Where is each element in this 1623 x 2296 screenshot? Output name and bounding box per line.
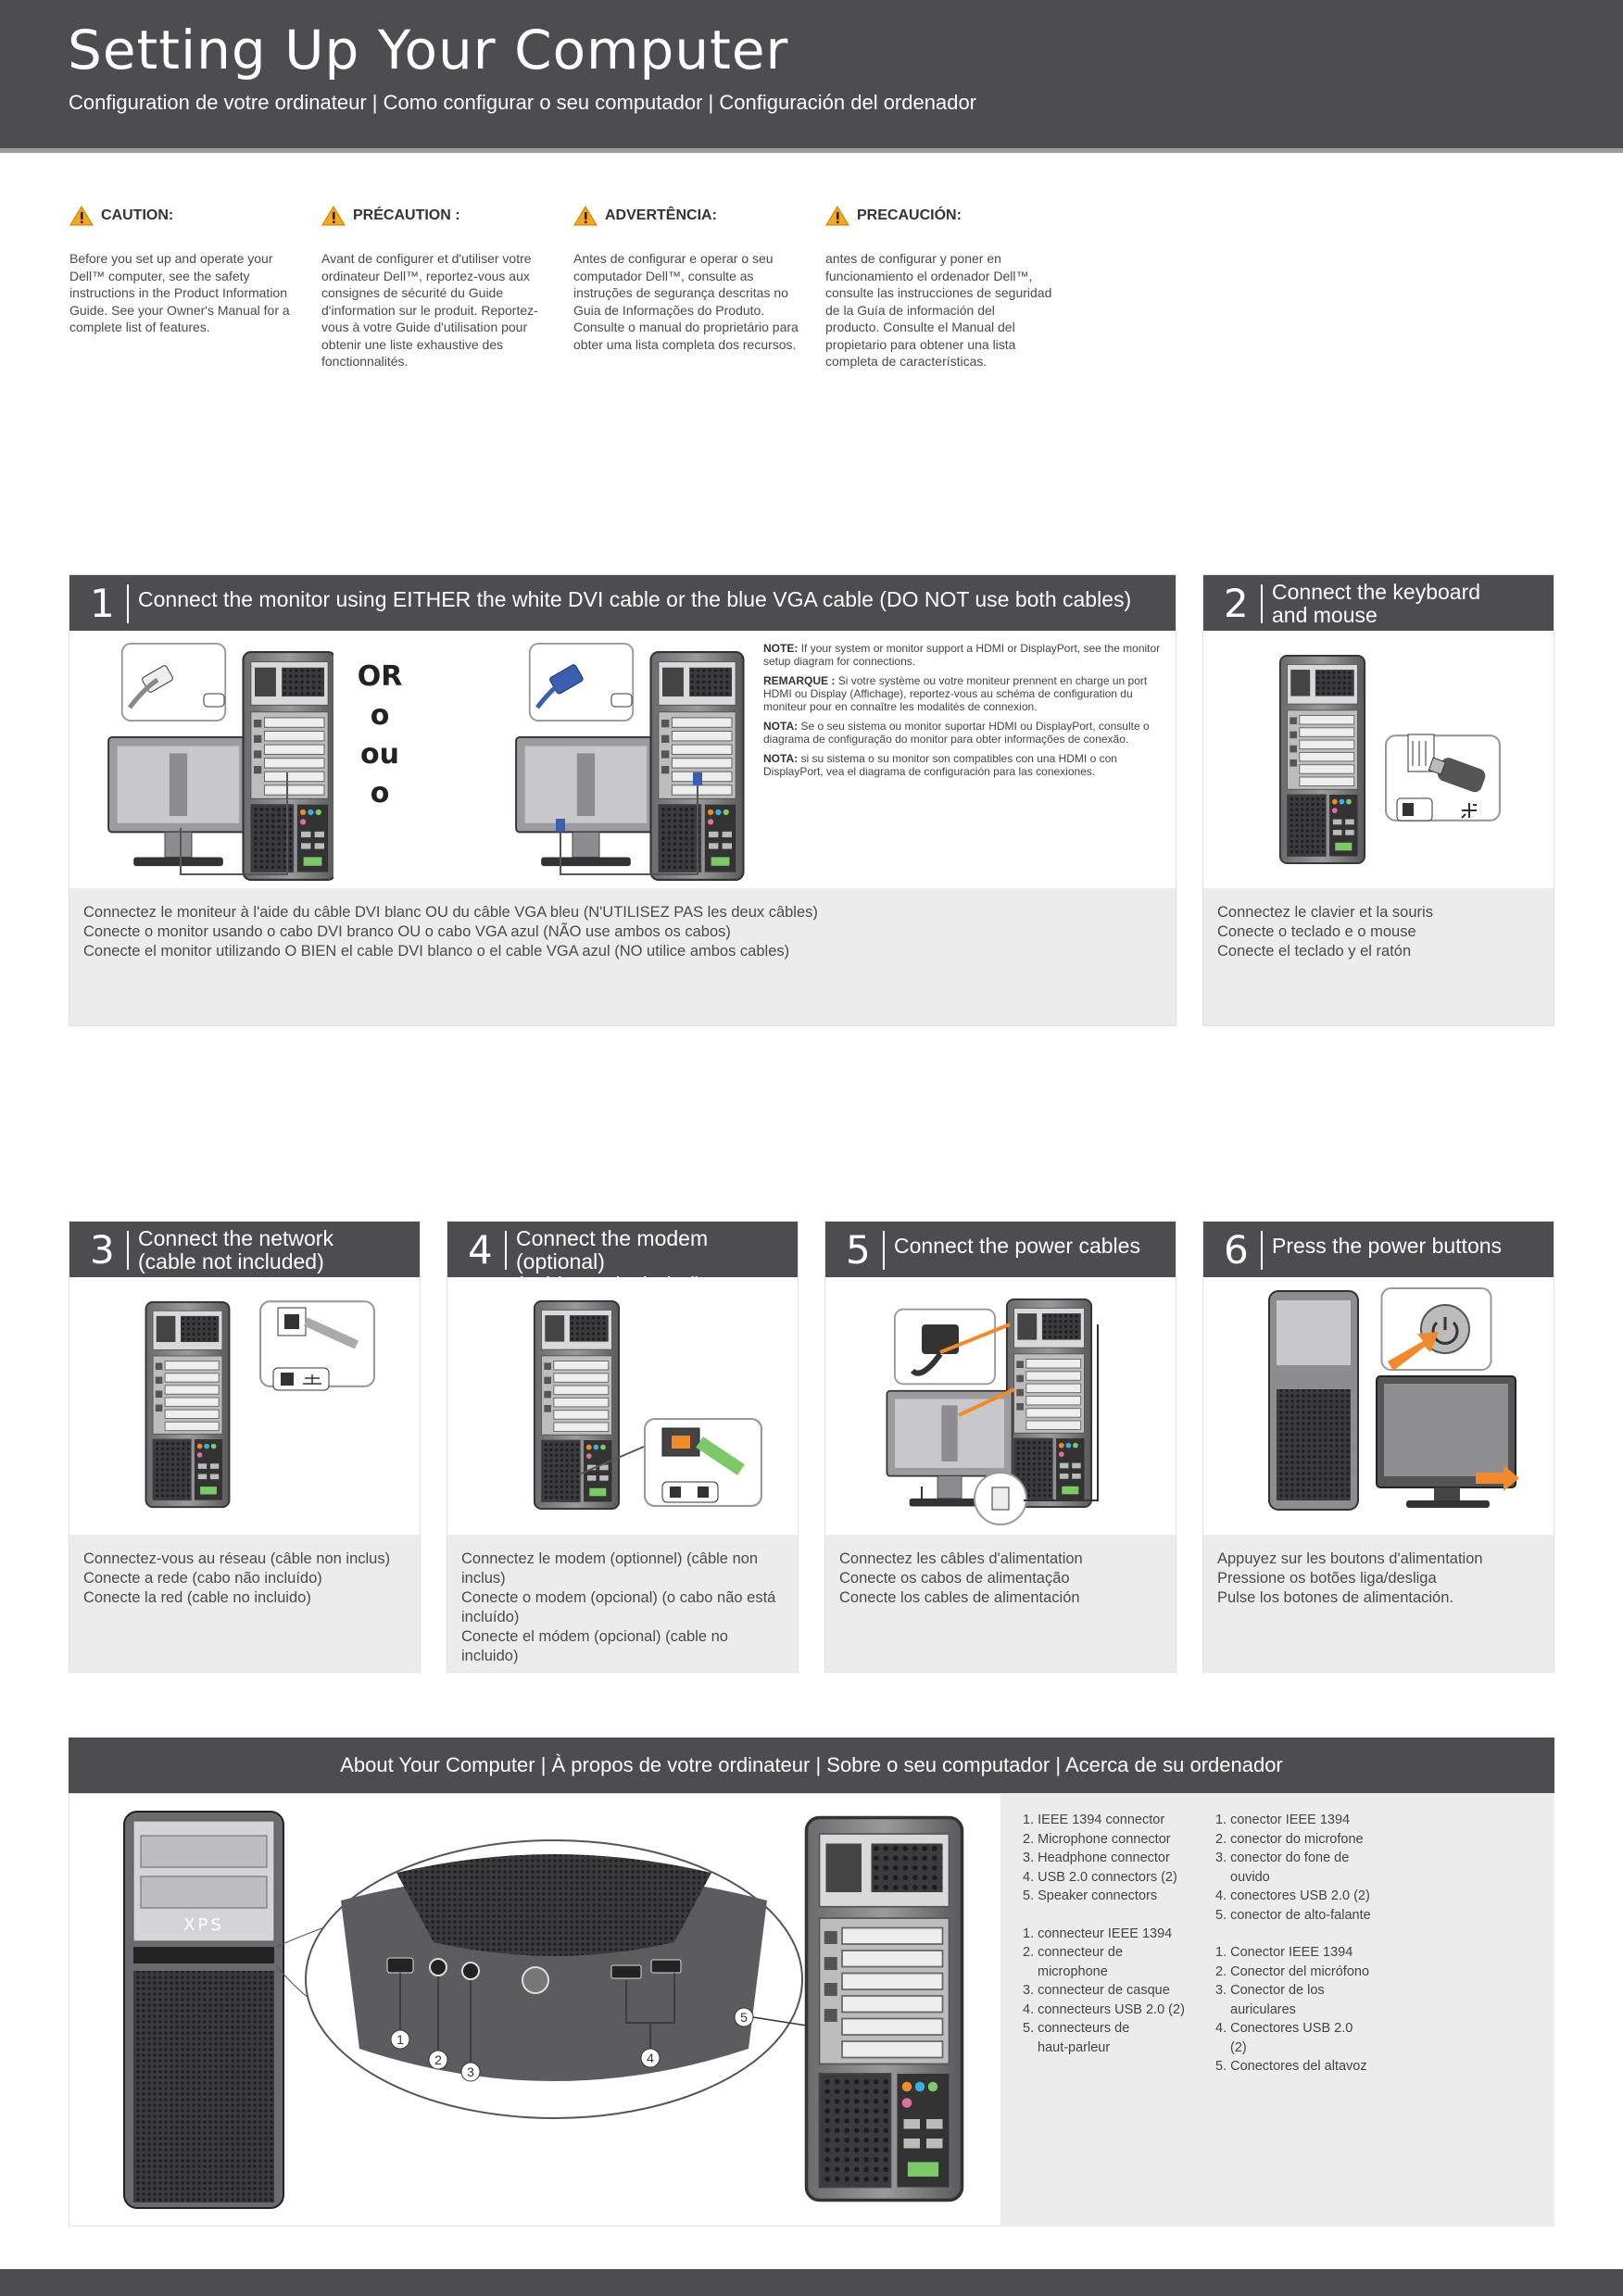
legend-column-left — [1023, 1811, 1208, 2076]
caution-fr — [321, 202, 548, 370]
legend-es — [1215, 1943, 1373, 2076]
caution-label: ADVERTÊNCIA: — [605, 207, 717, 223]
step-number: 1 — [90, 581, 115, 626]
legend-item: 2. Conector del micrófono — [1215, 1964, 1370, 1979]
legend-item: 5. Conectores del altavoz — [1215, 2059, 1367, 2074]
callout-number: 3 — [467, 2064, 474, 2079]
step-number: 5 — [846, 1227, 871, 1273]
legend-item: 2. connecteur de microphone — [1023, 1945, 1124, 1979]
step-2-bar — [1203, 575, 1554, 631]
caution-en — [69, 202, 296, 336]
legend-item: 3. conector do fone de ouvido — [1215, 1851, 1350, 1885]
step-translation-text: Connectez le modem (optionnel) (câble non inclus) Conecte o modem (opcional) (o cabo não está incluído) Conecte el módem (opcional) (cable no incluido) — [461, 1550, 776, 1664]
step-translation-text: Appuyez sur les boutons d'alimentation Pressione os botões liga/desliga Pulse los botones de alimentación. — [1217, 1550, 1483, 1606]
callout-number: 1 — [396, 2032, 404, 2047]
caution-label: CAUTION: — [101, 207, 174, 223]
legend-item: 4. USB 2.0 connectors (2) — [1023, 1869, 1177, 1885]
warning-icon — [825, 205, 849, 227]
step-translation-text: Connectez le clavier et la souris Conecte o teclado e o mouse Conecte el teclado y el ratón — [1217, 904, 1433, 960]
step-4-bar — [447, 1222, 798, 1297]
step-title: Press the power buttons — [1272, 1234, 1503, 1258]
legend-item: 1. connecteur IEEE 1394 — [1023, 1926, 1173, 1941]
page-title: Setting Up Your Computer — [68, 19, 789, 82]
note-text: Se o seu sistema ou monitor suportar HDMI ou DisplayPort, consulte o diagrama de configuração do monitor para obter informações de conexão. — [763, 720, 1150, 746]
step-5-bar — [825, 1222, 1176, 1277]
warning-icon — [321, 205, 346, 227]
legend-item: 2. conector do microfone — [1215, 1831, 1364, 1847]
step-translation-text: Connectez le moniteur à l'aide du câble DVI blanc OU du câble VGA bleu (N'UTILISEZ PAS les deux câbles) Conecte o monitor usando o cabo DVI branco OU o cabo VGA azul (NÃO use ambos os cabos) Conecte el monitor utilizando O BIEN el cable DVI blanco o el cable VGA azul (NO utilice ambos cables) — [83, 904, 818, 960]
caution-label: PRECAUCIÓN: — [857, 207, 962, 223]
note-label: NOTE: — [763, 642, 799, 655]
step-number: 4 — [468, 1227, 493, 1273]
headphone-port-icon — [462, 1963, 479, 1979]
legend-item: 2. Microphone connector — [1023, 1831, 1171, 1847]
ieee1394-port-icon — [387, 1958, 413, 1973]
microphone-port-icon — [430, 1959, 447, 1976]
or-divider — [343, 658, 417, 813]
legend-column-right — [1215, 1811, 1373, 2095]
page-footer — [0, 2269, 1623, 2296]
legend-item: 3. connecteur de casque — [1023, 1983, 1170, 1998]
caution-es — [825, 202, 1052, 370]
legend-pt — [1215, 1811, 1373, 1925]
legend-item: 1. Conector IEEE 1394 — [1215, 1945, 1353, 1960]
or-word: o — [370, 699, 390, 732]
step-title: Connect the modem (optional) (cable not included) — [516, 1226, 709, 1297]
legend-item: 5. Speaker connectors — [1023, 1888, 1158, 1903]
legend-item: 4. connecteurs USB 2.0 (2) — [1023, 2001, 1185, 2017]
step-title: Connect the monitor using EITHER the white DVI cable or the blue VGA cable (DO NOT use both cables) — [138, 587, 1132, 611]
step-number: 3 — [90, 1227, 115, 1273]
step-number: 2 — [1224, 581, 1249, 626]
legend-fr — [1023, 1925, 1208, 2058]
step-6-translations — [1203, 1535, 1554, 1672]
legend-item: 1. IEEE 1394 connector — [1023, 1813, 1165, 1827]
step-title: Connect the power cables — [894, 1234, 1140, 1258]
step-3-bar — [69, 1222, 420, 1277]
caution-label: PRÉCAUTION : — [353, 207, 460, 223]
step-translation-text: Connectez les câbles d'alimentation Conecte os cabos de alimentação Conecte los cables de alimentación — [839, 1550, 1083, 1606]
callout-number: 4 — [647, 2051, 654, 2065]
legend-item: 4. Conectores USB 2.0 (2) — [1215, 2021, 1353, 2055]
step-6-bar — [1203, 1222, 1554, 1277]
warning-icon — [69, 205, 94, 227]
usb-port-icon — [611, 1965, 641, 1978]
step-5-translations — [825, 1535, 1176, 1672]
dvi-connection-illustration — [102, 643, 333, 884]
legend-item: 3. Conector de los auriculares — [1215, 1983, 1325, 2017]
modem-illustration — [533, 1299, 769, 1521]
or-word: o — [370, 777, 390, 809]
front-power-button-icon — [522, 1967, 548, 1993]
about-header: About Your Computer | À propos de votre ordinateur | Sobre o seu computador | Acerca de su ordenador — [69, 1738, 1554, 1793]
callout-number: 5 — [740, 2010, 748, 2025]
step-number: 6 — [1224, 1227, 1249, 1273]
step-3-translations — [69, 1535, 420, 1672]
caution-text: Antes de configurar e operar o seu computador Dell™, consulte as instruções de segurança descritas no Guia de Informações do Produto. Consulte o manual do proprietário para obter uma lista completa dos recursos. — [573, 251, 799, 352]
header-divider — [0, 148, 1623, 153]
legend-item: 5. connecteurs de haut-parleur — [1023, 2021, 1130, 2055]
legend-item: 5. conector de alto-falante — [1215, 1907, 1371, 1923]
note-label: NOTA: — [763, 752, 799, 765]
legend-item: 1. conector IEEE 1394 — [1215, 1813, 1351, 1827]
legend-en — [1023, 1811, 1208, 1906]
note-label: REMARQUE : — [763, 674, 836, 687]
caution-pt — [573, 202, 800, 353]
note-text: Si votre système ou votre moniteur prennent en charge un port HDMI ou Display (Affichage), reportez-vous au schéma de configuration du moniteur pour en connaître les modalités de connexion. — [763, 674, 1148, 713]
step-1-translations — [69, 888, 1176, 1025]
warning-icon — [573, 205, 598, 227]
step-2-translations — [1203, 888, 1554, 1025]
computer-back-view — [801, 1810, 968, 2217]
step-1-bar — [69, 575, 1176, 631]
caution-text: Before you set up and operate your Dell™ computer, see the safety instructions in the Product Information Guide. See your Owner's Manual for a complete list of features. — [69, 251, 290, 334]
vga-connection-illustration — [510, 643, 746, 884]
power-cables-illustration — [885, 1297, 1107, 1528]
usb-port-icon — [651, 1960, 681, 1973]
note-text: si su sistema o su monitor son compatibles con una HDMI o con DisplayPort, vea el diagrama de configuración para las conexiones. — [763, 752, 1117, 778]
or-word: OR — [357, 660, 403, 693]
network-illustration — [144, 1289, 380, 1512]
step-4-translations — [447, 1535, 798, 1672]
note-text: If your system or monitor support a HDMI or DisplayPort, see the monitor setup diagram for connections. — [763, 642, 1161, 668]
keyboard-mouse-illustration — [1278, 653, 1501, 868]
power-buttons-illustration — [1267, 1287, 1519, 1514]
page-header — [0, 0, 1623, 148]
caution-text: Avant de configurer et d'utiliser votre ordinateur Dell™, reportez-vous aux consignes de sécurité du Guide d'information sur le produit. Reportez-vous à votre Guide d'utilisation pour obtenir une liste exhaustive des fonctionnalités. — [321, 251, 538, 369]
step-title: Connect the keyboard and mouse — [1272, 580, 1481, 627]
caution-text: antes de configurar y poner en funcionamiento el ordenador Dell™, consulte las instrucciones de seguridad de la Guía de información del producto. Consulte el Manual del propietario para obtener una lista completa de características. — [825, 251, 1052, 369]
page-subtitle: Configuration de votre ordinateur | Como configurar o seu computador | Configuración del ordenador — [69, 91, 976, 114]
legend-item: 3. Headphone connector — [1023, 1851, 1170, 1865]
legend-item: 4. conectores USB 2.0 (2) — [1215, 1888, 1370, 1903]
or-word: ou — [360, 738, 399, 771]
step-title: Connect the network (cable not included) — [138, 1226, 333, 1273]
step-translation-text: Connectez-vous au réseau (câble non inclus) Conecte a rede (cabo não incluído) Conecte la red (cable no incluido) — [83, 1550, 391, 1606]
callout-number: 2 — [434, 2052, 442, 2067]
xps-logo: XPS — [183, 1915, 224, 1935]
step-1-notes — [763, 642, 1171, 784]
note-label: NOTA: — [763, 720, 799, 733]
